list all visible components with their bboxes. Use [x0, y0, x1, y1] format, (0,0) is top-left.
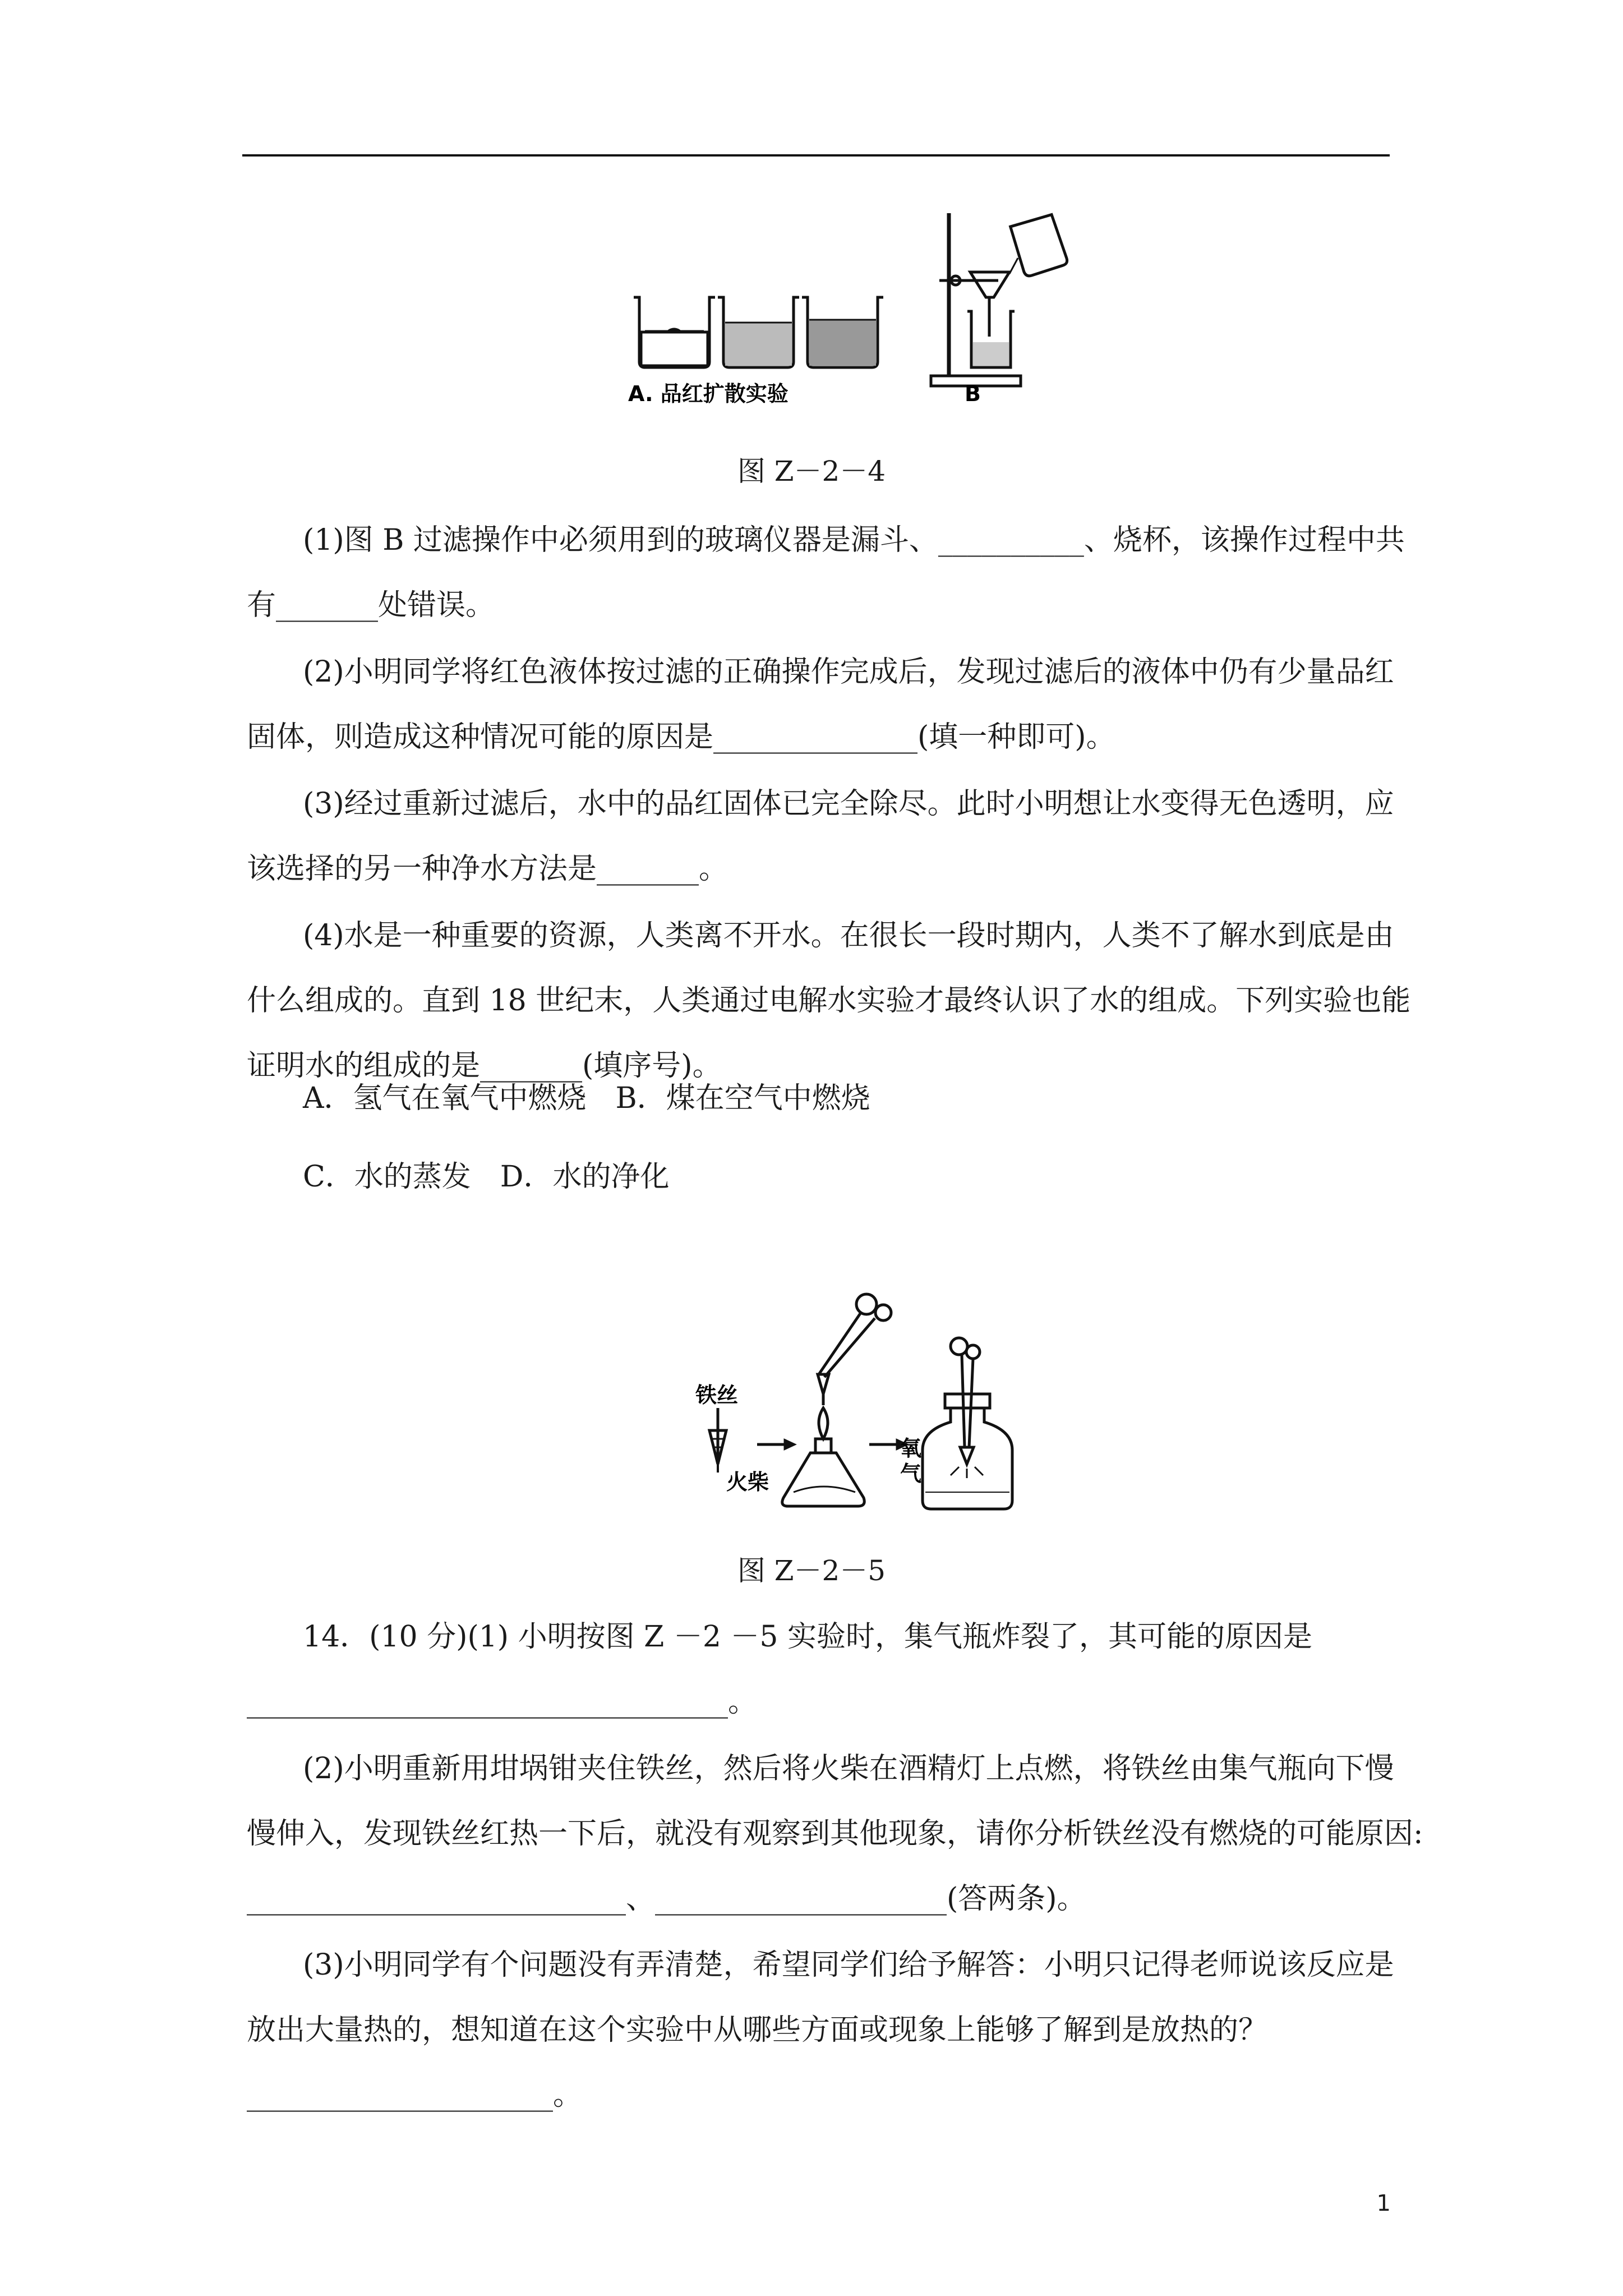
- q14-part-3: (3)小明同学有个问题没有弄清楚，希望同学们给予解答：小明只记得老师说该反应是 放出大量热的，想知道在这个实验中从哪些方面或现象上能够了解到是放热的？ _____________________。: [247, 1948, 1394, 2112]
- alcohol-lamp-with-tongs-icon: [782, 1294, 891, 1506]
- q13-options: A．氢气在氧气中燃烧 B．煤在空气中燃烧: [303, 1082, 870, 1115]
- header-rule: [242, 154, 1390, 157]
- beaker-2-icon: [718, 297, 799, 367]
- q13-options-2: C．水的蒸发 D．水的净化: [303, 1160, 670, 1194]
- page-number: 1: [1376, 2191, 1391, 2216]
- iron-wire-coil-icon: [709, 1408, 726, 1473]
- figure-label-b: B: [965, 381, 981, 406]
- label-oxygen-1: 氧: [900, 1436, 922, 1461]
- q13-part-2: (2)小明同学将红色液体按过滤的正确操作完成后，发现过滤后的液体中仍有少量品红 固体，则造成这种情况可能的原因是______________(填一种即可)。: [247, 655, 1394, 754]
- q14-part-1: 14．(10 分)(1) 小明按图 Z －2 －5 实验时，集气瓶炸裂了，其可能的原因是 _________________________________。: [247, 1620, 1313, 1719]
- q13-part-1: (1)图 B 过滤操作中必须用到的玻璃仪器是漏斗、__________、烧杯，该操作过程中共 有_______处错误。: [247, 523, 1405, 622]
- figure-label-a: A. 品红扩散实验: [628, 381, 789, 406]
- beaker-3-icon: [802, 297, 883, 367]
- filtration-apparatus-icon: [931, 213, 1068, 386]
- label-match: 火柴: [726, 1470, 769, 1494]
- label-iron-wire: 铁丝: [695, 1383, 739, 1407]
- label-oxygen-2: 气: [900, 1461, 922, 1486]
- q13-part-4: (4)水是一种重要的资源，人类离不开水。在很长一段时期内，人类不了解水到底是由 什么组成的。直到 18 世纪末，人类通过电解水实验才最终认识了水的组成。下列实验也能 证明水的组成的是_______(填序号)。: [247, 919, 1411, 1083]
- beaker-1-icon: [634, 297, 715, 367]
- gas-collecting-bottle-icon: [923, 1338, 1012, 1509]
- figure-caption-z-2-5: 图 Z－2－5: [737, 1554, 886, 1587]
- q13-part-3: (3)经过重新过滤后，水中的品红固体已完全除尽。此时小明想让水变得无色透明，应 该选择的另一种净水方法是_______。: [247, 787, 1394, 886]
- figure-z-2-4-diffusion-filtration: [617, 208, 1133, 415]
- figure-z-2-5-iron-wire-combustion: [695, 1296, 1043, 1543]
- figure-caption-z-2-4: 图 Z－2－4: [737, 455, 886, 487]
- q14-part-2: (2)小明重新用坩埚钳夹住铁丝，然后将火柴在酒精灯上点燃，将铁丝由集气瓶向下慢 慢伸入，发现铁丝红热一下后，就没有观察到其他现象，请你分析铁丝没有燃烧的可能原因: __________________________、____________________(答两条)。: [247, 1752, 1423, 1916]
